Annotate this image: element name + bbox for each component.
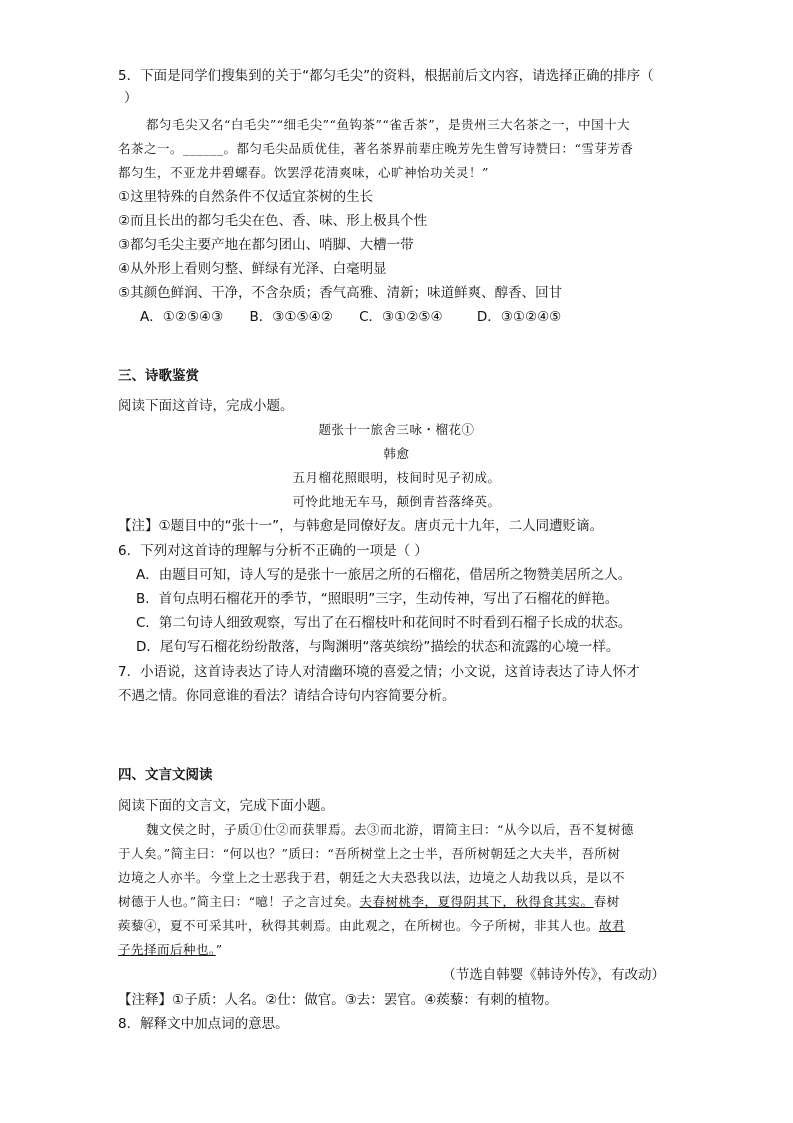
poem-line: 五月榴花照眼明，枝间时见子初成。 [292, 470, 501, 485]
q5-passage-line: 都匀毛尖又名“白毛尖”“细毛尖”“鱼钩茶”“雀舌茶”，是贵州三大名茶之一，中国十大 [146, 117, 631, 132]
source-citation: （节选自韩婴《韩诗外传》，有改动） [442, 967, 665, 983]
q6-option-b[interactable]: B．首句点明石榴花开的季节，“照眼明”三字，生动传神，写出了石榴花的鲜艳。 [136, 591, 619, 607]
q7-stem: 7．小语说，这首诗表达了诗人对清幽环境的喜爱之情；小文说，这首诗表达了诗人怀才 [118, 664, 640, 680]
q5-stem: 5．下面是同学们搜集到的关于“都匀毛尖”的资料，根据前后文内容，请选择正确的排序（ [118, 68, 654, 84]
q5-passage-line: 名茶之一。______。都匀毛尖品质优佳，著名茶界前辈庄晚芳先生曾写诗赞曰：“雪芽芳香 [118, 141, 634, 156]
classical-text-line: 边境之人亦半。今堂上之士恶我于君，朝廷之大夫恐我以法，边境之人劫我以兵，是以不 [118, 870, 626, 885]
q5-item: ⑤其颜色鲜润、干净，不含杂质；香气高雅、清新；味道鲜爽、醇香、回甘 [118, 285, 563, 301]
poem-author: 韩愈 [383, 446, 410, 461]
q5-option-a[interactable]: A．①②⑤④③ [140, 309, 224, 325]
underlined-sentence: 子先择而后种也。 [118, 942, 216, 957]
underlined-sentence: 故君 [599, 918, 626, 933]
section-intro: 阅读下面这首诗，完成小题。 [118, 398, 294, 414]
classical-text-line [118, 916, 625, 936]
section-intro: 阅读下面的文言文，完成下面小题。 [118, 798, 334, 814]
section-title: 四、文言文阅读 [118, 767, 213, 783]
poem-note: 【注】①题目中的“张十一”，与韩愈是同僚好友。唐贞元十九年，二人同遭贬谪。 [118, 518, 604, 534]
text-segment: 蒺藜④，夏不可采其叶，秋得其刺焉。由此观之，在所树也。今子所树，非其人也。 [118, 918, 600, 933]
q5-item: ③都匀毛尖主要产地在都匀团山、哨脚、大槽一带 [118, 237, 414, 253]
q5-option-b[interactable]: B．③①⑤④② [249, 309, 333, 325]
section-title: 三、诗歌鉴赏 [118, 368, 199, 384]
text-segment: ” [215, 942, 223, 957]
q6-option-c[interactable]: C．第二句诗人细致观察，写出了在石榴枝叶和花间时不时看到石榴子长成的状态。 [136, 615, 632, 631]
classical-text-line [118, 940, 223, 960]
q5-item: ④从外形上看则匀整、鲜绿有光泽、白毫明显 [118, 261, 387, 277]
q8-stem: 8．解释文中加点词的意思。 [118, 1016, 289, 1032]
text-segment: 春树 [593, 894, 620, 909]
q5-passage-line: 都匀生，不亚龙井碧螺春。饮罢浮花清爽味，心旷神怡功关灵！” [118, 165, 489, 180]
q5-item: ②而且长出的都匀毛尖在色、香、味、形上极具个性 [118, 213, 428, 229]
classical-text-line: 于人矣。”简主曰：“何以也？”质曰：“吾所树堂上之士半，吾所树朝廷之大夫半，吾所树 [118, 846, 621, 861]
q7-stem: 不遇之情。你同意谁的看法？请结合诗句内容简要分析。 [118, 688, 456, 704]
text-segment: 树德于人也。”简主曰：“噫！子之言过矣。 [118, 894, 360, 909]
q6-option-d[interactable]: D．尾句写石榴花纷纷散落，与陶渊明“落英缤纷”描绘的状态和流露的心境一样。 [136, 639, 620, 655]
q5-option-c[interactable]: C．③①②⑤④ [359, 309, 443, 325]
poem-line: 可怜此地无车马，颠倒青苔落绛英。 [292, 494, 501, 509]
q5-options [140, 307, 583, 327]
q5-option-d[interactable]: D．③①②④⑤ [476, 309, 562, 325]
classical-text-line: 魏文侯之时，子质①仕②而获罪焉。去③而北游，谓简主曰：“从今以后，吾不复树德 [146, 822, 634, 837]
q5-item: ①这里特殊的自然条件不仅适宜茶树的生长 [118, 189, 374, 205]
poem-title: 题张十一旅舍三咏・榴花① [318, 422, 475, 437]
q6-option-a[interactable]: A．由题目可知，诗人写的是张十一旅居之所的石榴花，借居所之物赞美居所之人。 [136, 567, 632, 583]
q6-stem: 6．下列对这首诗的理解与分析不正确的一项是（ ） [118, 543, 428, 559]
q5-stem-end: ） [124, 90, 138, 106]
classical-text-line [118, 892, 620, 912]
annotations: 【注释】①子质：人名。②仕：做官。③去：罢官。④蒺藜：有刺的植物。 [118, 992, 558, 1008]
underlined-sentence: 夫春树桃李，夏得阴其下，秋得食其实。 [359, 894, 594, 909]
